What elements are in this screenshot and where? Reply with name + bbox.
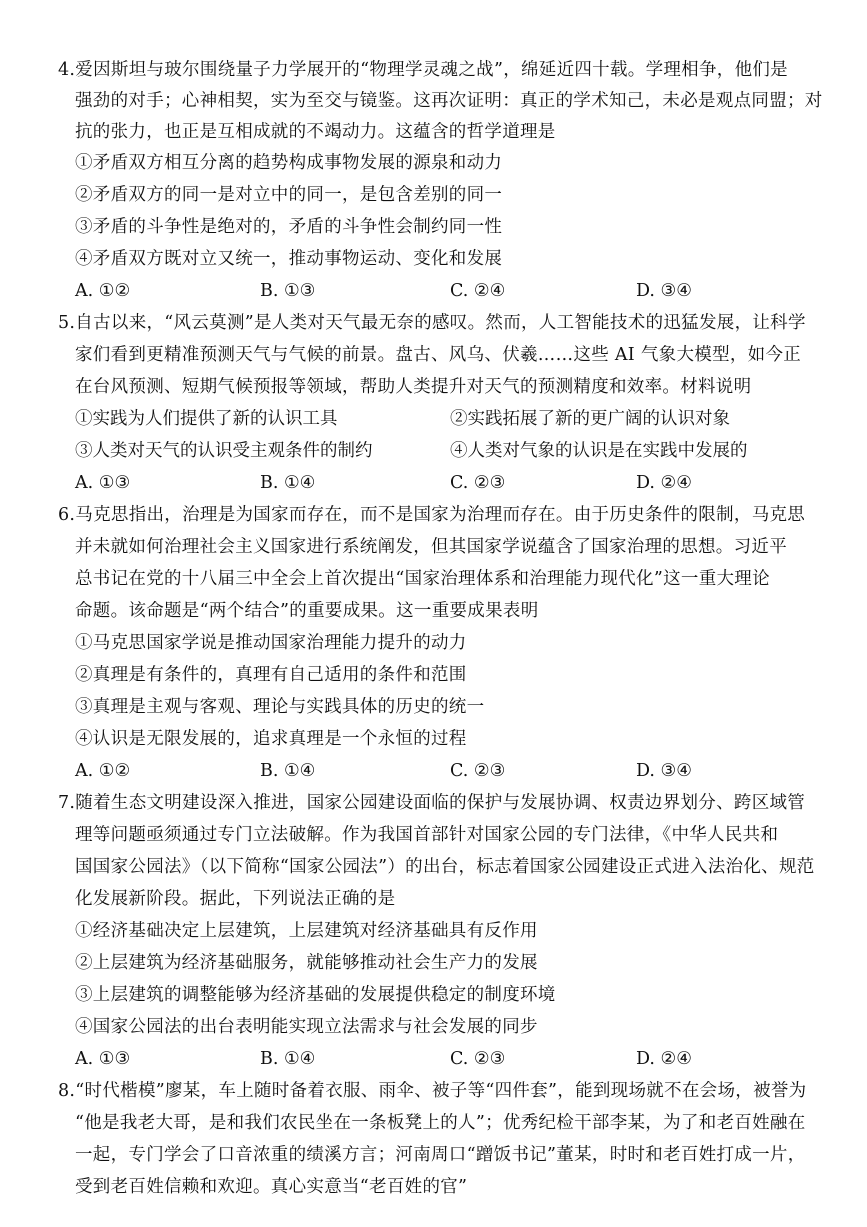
q4-item-2: ②矛盾双方的同一是对立中的同一，是包含差别的同一 bbox=[75, 185, 503, 205]
q7-stem-line-2: 理等问题亟须通过专门立法破解。作为我国首部针对国家公园的专门法律，《中华人民共和 bbox=[75, 825, 779, 845]
q5-choice-a: A. ①③ bbox=[75, 473, 131, 493]
q5-stem-line-2: 家们看到更精准预测天气与气候的前景。盘古、风乌、伏羲……这些 AI 气象大模型，如今正 bbox=[75, 345, 802, 365]
q5-choice-c: C. ②③ bbox=[450, 473, 506, 493]
q5-item-1: ①实践为人们提供了新的认识工具 bbox=[75, 409, 338, 429]
q7-stem-line-1: 7.随着生态文明建设深入推进，国家公园建设面临的保护与发展协调、权责边界划分、跨区域管 bbox=[58, 793, 806, 813]
q7-item-4: ④国家公园法的出台表明能实现立法需求与社会发展的同步 bbox=[75, 1017, 538, 1037]
q4-choice-a: A. ①② bbox=[75, 281, 131, 301]
q6-choice-c: C. ②③ bbox=[450, 761, 506, 781]
q4-stem-line-1: 4.爱因斯坦与玻尔围绕量子力学展开的“物理学灵魂之战”，绵延近四十载。学理相争，他们是 bbox=[58, 60, 788, 80]
q4-stem-line-3: 抗的张力，也正是互相成就的不竭动力。这蕴含的哲学道理是 bbox=[75, 122, 556, 142]
q6-stem-line-4: 命题。该命题是“两个结合”的重要成果。这一重要成果表明 bbox=[75, 601, 539, 621]
q6-stem-line-3: 总书记在党的十八届三中全会上首次提出“国家治理体系和治理能力现代化”这一重大理论 bbox=[75, 569, 770, 589]
q6-item-3: ③真理是主观与客观、理论与实践具体的历史的统一 bbox=[75, 697, 485, 717]
q7-item-1: ①经济基础决定上层建筑，上层建筑对经济基础具有反作用 bbox=[75, 921, 538, 941]
q4-choice-b: B. ①③ bbox=[260, 281, 316, 301]
q7-item-3: ③上层建筑的调整能够为经济基础的发展提供稳定的制度环境 bbox=[75, 985, 556, 1005]
q6-choice-b: B. ①④ bbox=[260, 761, 316, 781]
q6-choice-a: A. ①② bbox=[75, 761, 131, 781]
q6-stem-line-1: 6.马克思指出，治理是为国家而存在，而不是国家为治理而存在。由于历史条件的限制，马克思 bbox=[58, 505, 806, 525]
q4-item-3: ③矛盾的斗争性是绝对的，矛盾的斗争性会制约同一性 bbox=[75, 217, 503, 237]
q8-stem-line-3: 一起，专门学会了口音浓重的绩溪方言；河南周口“蹭饭书记”董某，时时和老百姓打成一片， bbox=[75, 1145, 806, 1165]
q4-stem-line-2: 强劲的对手；心神相契，实为至交与镜鉴。这再次证明：真正的学术知己，未必是观点同盟；对 bbox=[75, 91, 823, 111]
q7-choice-a: A. ①③ bbox=[75, 1049, 131, 1069]
q5-item-2: ②实践拓展了新的更广阔的认识对象 bbox=[450, 409, 730, 429]
q7-stem-line-3: 国国家公园法》（以下简称“国家公园法”）的出台，标志着国家公园建设正式进入法治化、规范 bbox=[75, 857, 815, 877]
q7-item-2: ②上层建筑为经济基础服务，就能够推动社会生产力的发展 bbox=[75, 953, 538, 973]
q4-choice-d: D. ③④ bbox=[636, 281, 692, 301]
q8-stem-line-4: 受到老百姓信赖和欢迎。真心实意当“老百姓的官” bbox=[75, 1177, 468, 1197]
q5-item-3: ③人类对天气的认识受主观条件的制约 bbox=[75, 441, 373, 461]
q6-item-4: ④认识是无限发展的，追求真理是一个永恒的过程 bbox=[75, 729, 467, 749]
q4-choice-c: C. ②④ bbox=[450, 281, 506, 301]
q5-stem-line-3: 在台风预测、短期气候预报等领域，帮助人类提升对天气的预测精度和效率。材料说明 bbox=[75, 377, 752, 397]
q7-choice-d: D. ②④ bbox=[636, 1049, 692, 1069]
q4-item-1: ①矛盾双方相互分离的趋势构成事物发展的源泉和动力 bbox=[75, 153, 503, 173]
q8-stem-line-2: “他是我老大哥，是和我们农民坐在一条板凳上的人”；优秀纪检干部李某，为了和老百姓融在 bbox=[75, 1113, 806, 1133]
q5-choice-b: B. ①④ bbox=[260, 473, 316, 493]
q8-stem-line-1: 8.“时代楷模”廖某，车上随时备着衣服、雨伞、被子等“四件套”，能到现场就不在会场，被誉为 bbox=[58, 1081, 807, 1101]
q5-item-4: ④人类对气象的认识是在实践中发展的 bbox=[450, 441, 748, 461]
q7-choice-b: B. ①④ bbox=[260, 1049, 316, 1069]
q5-stem-line-1: 5.自古以来，“风云莫测”是人类对天气最无奈的感叹。然而，人工智能技术的迅猛发展，让科学 bbox=[58, 313, 806, 333]
q6-stem-line-2: 并未就如何治理社会主义国家进行系统阐发，但其国家学说蕴含了国家治理的思想。习近平 bbox=[75, 537, 787, 557]
q5-choice-d: D. ②④ bbox=[636, 473, 692, 493]
q4-item-4: ④矛盾双方既对立又统一，推动事物运动、变化和发展 bbox=[75, 249, 503, 269]
q7-stem-line-4: 化发展新阶段。据此，下列说法正确的是 bbox=[75, 889, 396, 909]
q6-item-2: ②真理是有条件的，真理有自己适用的条件和范围 bbox=[75, 665, 467, 685]
q6-item-1: ①马克思国家学说是推动国家治理能力提升的动力 bbox=[75, 633, 467, 653]
q6-choice-d: D. ③④ bbox=[636, 761, 692, 781]
q7-choice-c: C. ②③ bbox=[450, 1049, 506, 1069]
